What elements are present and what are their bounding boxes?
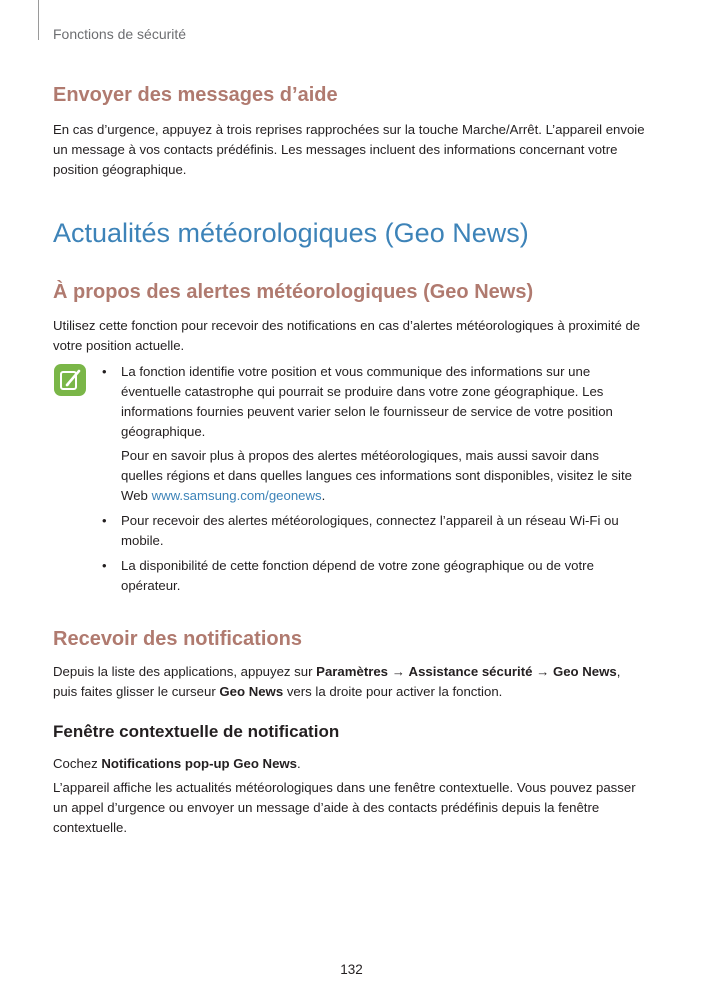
menu-path-settings: Paramètres <box>316 664 389 679</box>
section-title-about: À propos des alertes météorologiques (Geo News) <box>53 281 534 303</box>
section-body-receive: Depuis la liste des applications, appuyez sur Paramètres → Assistance sécurité → Geo News, puis faites glisser le curseur Geo News vers la droite pour activer la fonction. <box>53 664 621 699</box>
bullet-marker: • <box>102 364 107 379</box>
section-body-about: Utilisez cette fonction pour recevoir des notifications en cas d’alertes météorologiques à proximité de votre position actuelle. <box>53 318 641 353</box>
popup-check-instruction: Cochez Notifications pop-up Geo News. <box>53 756 301 771</box>
note-item-3: La disponibilité de cette fonction dépend de votre zone géographique ou de votre opérateur. <box>121 558 594 593</box>
header-divider <box>38 0 39 40</box>
note-pen-icon <box>54 364 86 396</box>
chapter-title: Actualités météorologiques (Geo News) <box>53 218 529 248</box>
popup-option-name: Notifications pop-up Geo News <box>101 756 298 771</box>
note-item-1-extra: Pour en savoir plus à propos des alertes météorologiques, mais aussi savoir dans quelles régions et dans quelles langues ces informations sont disponibles, visitez le site Web www.samsung.com/geonews. <box>121 448 632 503</box>
menu-path-safety: Assistance sécurité <box>408 664 533 679</box>
section-body-help-messages: En cas d’urgence, appuyez à trois reprises rapprochées sur la touche Marche/Arrêt. L’appareil envoie un message à vos contacts prédéfinis. Les messages incluent des informations concernant votre position géographique. <box>53 122 645 177</box>
subsection-title-popup: Fenêtre contextuelle de notification <box>53 722 340 741</box>
page-number: 132 <box>340 962 363 977</box>
running-header: Fonctions de sécurité <box>53 26 187 42</box>
bullet-marker: • <box>102 558 107 573</box>
bullet-marker: • <box>102 513 107 528</box>
popup-body: L’appareil affiche les actualités météorologiques dans une fenêtre contextuelle. Vous pouvez passer un appel d’urgence ou envoyer un message d’aide à des contacts prédéfinis depuis la fenêtre contextuelle. <box>53 780 636 835</box>
section-title-help-messages: Envoyer des messages d’aide <box>53 84 338 106</box>
geonews-switch-label: Geo News <box>219 684 284 699</box>
menu-path-geonews: Geo News <box>552 664 617 679</box>
note-item-2: Pour recevoir des alertes météorologiques, connectez l’appareil à un réseau Wi-Fi ou mobile. <box>121 513 619 548</box>
geonews-link[interactable]: www.samsung.com/geonews <box>151 488 322 503</box>
section-title-receive: Recevoir des notifications <box>53 628 302 650</box>
note-item-1: La fonction identifie votre position et vous communique des informations sur une éventuelle catastrophe qui pourrait se produire dans votre zone géographique. Les informations fournies peuvent varier selon le fournisseur de service de votre position géographique. <box>121 364 613 439</box>
